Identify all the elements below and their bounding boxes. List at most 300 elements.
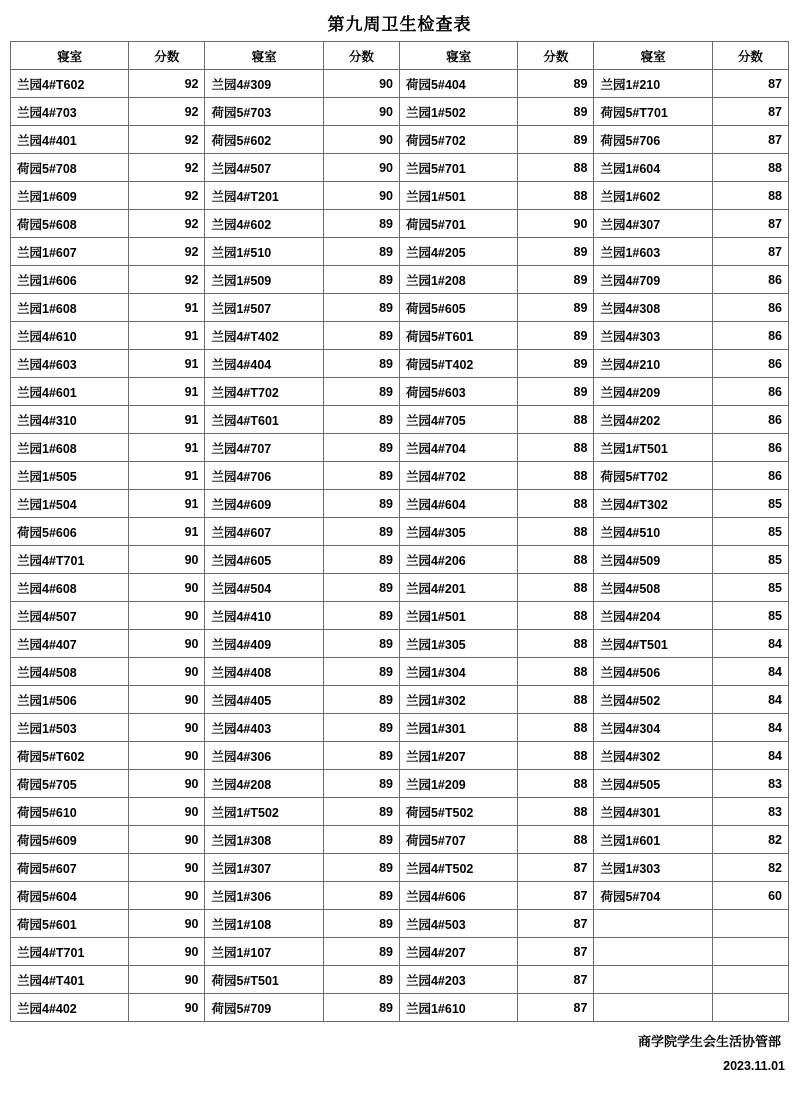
score-cell: 89 [323,406,399,434]
score-cell: 89 [323,658,399,686]
score-cell: 86 [712,294,788,322]
score-cell: 88 [518,434,594,462]
room-cell: 兰园1#604 [594,154,712,182]
column-header-score-1: 分数 [129,42,205,70]
room-cell: 荷园5#706 [594,126,712,154]
room-cell: 兰园1#610 [399,994,517,1022]
room-cell: 荷园5#604 [11,882,129,910]
score-cell: 89 [323,350,399,378]
room-cell: 兰园4#505 [594,770,712,798]
score-cell-empty [712,910,788,938]
room-cell: 兰园1#305 [399,630,517,658]
score-cell: 89 [518,126,594,154]
table-row [11,826,789,854]
room-cell: 兰园1#209 [399,770,517,798]
table-row [11,686,789,714]
room-cell: 兰园4#607 [205,518,323,546]
room-cell: 兰园1#507 [205,294,323,322]
room-cell: 兰园1#501 [399,602,517,630]
table-row [11,770,789,798]
score-cell: 90 [129,714,205,742]
room-cell: 兰园4#206 [399,546,517,574]
room-cell: 兰园4#408 [205,658,323,686]
table-row [11,434,789,462]
score-cell: 88 [518,602,594,630]
score-cell: 85 [712,546,788,574]
score-cell: 88 [518,714,594,742]
score-cell: 87 [712,98,788,126]
room-cell: 兰园1#108 [205,910,323,938]
room-cell: 荷园5#601 [11,910,129,938]
room-cell: 兰园4#403 [205,714,323,742]
room-cell: 兰园1#308 [205,826,323,854]
room-cell: 兰园4#207 [399,938,517,966]
room-cell: 兰园1#210 [594,70,712,98]
room-cell: 兰园4#302 [594,742,712,770]
score-cell: 90 [323,126,399,154]
column-header-room-4: 寝室 [594,42,712,70]
room-cell: 荷园5#605 [399,294,517,322]
room-cell: 兰园1#608 [11,294,129,322]
score-cell: 86 [712,406,788,434]
room-cell: 兰园4#209 [594,378,712,406]
hygiene-inspection-table [10,41,789,1022]
room-cell: 兰园4#705 [399,406,517,434]
score-cell: 86 [712,266,788,294]
room-cell: 兰园4#409 [205,630,323,658]
score-cell: 89 [323,210,399,238]
room-cell: 兰园4#605 [205,546,323,574]
table-row [11,98,789,126]
room-cell: 兰园4#T302 [594,490,712,518]
score-cell: 87 [518,854,594,882]
score-cell: 91 [129,294,205,322]
room-cell: 兰园4#308 [594,294,712,322]
footer-date: 2023.11.01 [723,1059,785,1073]
room-cell: 兰园4#T601 [205,406,323,434]
room-cell: 兰园1#504 [11,490,129,518]
score-cell: 89 [518,350,594,378]
score-cell: 89 [323,518,399,546]
room-cell: 荷园5#608 [11,210,129,238]
score-cell: 86 [712,322,788,350]
column-header-room-3: 寝室 [399,42,517,70]
score-cell: 84 [712,742,788,770]
room-cell: 兰园4#202 [594,406,712,434]
score-cell: 89 [323,322,399,350]
score-cell: 84 [712,630,788,658]
score-cell: 91 [129,406,205,434]
score-cell: 92 [129,98,205,126]
score-cell: 85 [712,518,788,546]
score-cell: 86 [712,350,788,378]
table-body [11,70,789,1022]
room-cell: 荷园5#606 [11,518,129,546]
table-row [11,238,789,266]
room-cell: 荷园5#709 [205,994,323,1022]
score-cell-empty [712,966,788,994]
score-cell: 89 [323,462,399,490]
room-cell: 兰园5#701 [399,154,517,182]
room-cell: 兰园1#506 [11,686,129,714]
score-cell: 89 [323,742,399,770]
score-cell: 87 [712,70,788,98]
table-row [11,126,789,154]
score-cell: 92 [129,126,205,154]
room-cell: 兰园4#407 [11,630,129,658]
score-cell: 84 [712,686,788,714]
room-cell: 兰园1#609 [11,182,129,210]
room-cell: 兰园4#508 [594,574,712,602]
room-cell: 兰园4#508 [11,658,129,686]
score-cell: 91 [129,518,205,546]
score-cell: 83 [712,770,788,798]
room-cell: 兰园1#307 [205,854,323,882]
room-cell: 兰园4#401 [11,126,129,154]
room-cell: 荷园5#701 [399,210,517,238]
score-cell: 89 [323,546,399,574]
room-cell: 兰园4#608 [11,574,129,602]
page-title: 第九周卫生检查表 [327,15,472,34]
room-cell: 兰园4#201 [399,574,517,602]
score-cell: 90 [323,98,399,126]
room-cell: 兰园4#702 [399,462,517,490]
score-cell: 90 [129,882,205,910]
room-cell: 兰园1#T502 [205,798,323,826]
score-cell: 88 [518,742,594,770]
score-cell: 90 [129,854,205,882]
score-cell: 86 [712,378,788,406]
room-cell: 兰园4#208 [205,770,323,798]
score-cell-empty [712,938,788,966]
score-cell: 88 [518,462,594,490]
column-header-room-1: 寝室 [11,42,129,70]
score-cell: 89 [323,910,399,938]
room-cell: 荷园5#702 [399,126,517,154]
score-cell: 84 [712,658,788,686]
table-row [11,910,789,938]
score-cell: 90 [129,630,205,658]
score-cell: 89 [323,490,399,518]
room-cell-empty [594,910,712,938]
score-cell: 92 [129,182,205,210]
column-header-room-2: 寝室 [205,42,323,70]
score-cell: 89 [323,238,399,266]
score-cell: 88 [518,182,594,210]
score-cell: 90 [129,994,205,1022]
room-cell: 兰园4#405 [205,686,323,714]
room-cell: 荷园5#609 [11,826,129,854]
score-cell: 88 [518,826,594,854]
table-row [11,658,789,686]
score-cell: 89 [323,602,399,630]
room-cell: 兰园1#207 [399,742,517,770]
score-cell: 90 [129,798,205,826]
footer-organization: 商学院学生会生活协管部 [637,1034,781,1049]
score-cell: 89 [323,770,399,798]
room-cell: 兰园4#502 [594,686,712,714]
score-cell: 88 [518,154,594,182]
room-cell: 兰园4#704 [399,434,517,462]
room-cell: 兰园4#307 [594,210,712,238]
room-cell: 荷园5#610 [11,798,129,826]
table-row [11,994,789,1022]
room-cell: 兰园4#T201 [205,182,323,210]
table-row [11,266,789,294]
room-cell: 兰园4#603 [11,350,129,378]
table-row [11,938,789,966]
room-cell: 兰园4#402 [11,994,129,1022]
table-row [11,798,789,826]
room-cell: 兰园4#606 [399,882,517,910]
score-cell: 88 [518,406,594,434]
score-cell: 89 [518,294,594,322]
score-cell: 90 [518,210,594,238]
room-cell: 兰园1#505 [11,462,129,490]
room-cell: 兰园4#506 [594,658,712,686]
score-cell: 90 [129,966,205,994]
score-cell: 89 [518,266,594,294]
room-cell: 兰园4#509 [594,546,712,574]
score-cell: 89 [323,630,399,658]
room-cell: 兰园4#309 [205,70,323,98]
score-cell: 84 [712,714,788,742]
room-cell: 兰园4#205 [399,238,517,266]
room-cell: 荷园5#703 [205,98,323,126]
score-cell: 87 [518,910,594,938]
score-cell: 88 [518,798,594,826]
room-cell: 荷园5#705 [11,770,129,798]
room-cell: 兰园1#306 [205,882,323,910]
room-cell: 兰园1#302 [399,686,517,714]
room-cell: 兰园4#706 [205,462,323,490]
room-cell: 兰园4#602 [205,210,323,238]
room-cell: 兰园1#503 [11,714,129,742]
score-cell: 89 [323,854,399,882]
table-row [11,714,789,742]
score-cell: 88 [518,630,594,658]
room-cell: 荷园5#704 [594,882,712,910]
room-cell: 荷园5#T602 [11,742,129,770]
table-row [11,574,789,602]
room-cell: 兰园1#602 [594,182,712,210]
score-cell: 89 [323,966,399,994]
column-header-score-4: 分数 [712,42,788,70]
score-cell: 83 [712,798,788,826]
room-cell: 兰园4#T602 [11,70,129,98]
score-cell-empty [712,994,788,1022]
room-cell: 兰园1#509 [205,266,323,294]
room-cell: 兰园1#303 [594,854,712,882]
room-cell: 兰园4#T701 [11,546,129,574]
room-cell: 兰园4#305 [399,518,517,546]
room-cell: 荷园5#T502 [399,798,517,826]
score-cell: 89 [323,686,399,714]
table-row [11,210,789,238]
room-cell: 兰园4#601 [11,378,129,406]
table-row [11,350,789,378]
score-cell: 88 [518,770,594,798]
score-cell: 89 [518,98,594,126]
room-cell: 兰园4#310 [11,406,129,434]
score-cell: 87 [518,994,594,1022]
score-cell: 89 [323,378,399,406]
table-row [11,294,789,322]
room-cell: 兰园1#301 [399,714,517,742]
score-cell: 90 [129,658,205,686]
score-cell: 85 [712,490,788,518]
room-cell: 兰园1#304 [399,658,517,686]
table-row [11,322,789,350]
room-cell: 兰园4#609 [205,490,323,518]
score-cell: 89 [518,322,594,350]
table-row [11,378,789,406]
score-cell: 90 [129,546,205,574]
score-cell: 82 [712,854,788,882]
room-cell: 兰园1#606 [11,266,129,294]
table-row [11,966,789,994]
room-cell: 兰园4#306 [205,742,323,770]
room-cell: 兰园1#T501 [594,434,712,462]
room-cell: 荷园5#607 [11,854,129,882]
room-cell: 兰园1#608 [11,434,129,462]
score-cell: 87 [518,966,594,994]
room-cell-empty [594,966,712,994]
score-cell: 88 [518,658,594,686]
score-cell: 85 [712,602,788,630]
score-cell: 90 [129,574,205,602]
score-cell: 87 [518,938,594,966]
room-cell: 荷园5#404 [399,70,517,98]
score-cell: 89 [323,714,399,742]
room-cell: 兰园1#601 [594,826,712,854]
room-cell: 兰园4#T702 [205,378,323,406]
room-cell: 兰园4#404 [205,350,323,378]
room-cell: 兰园4#T401 [11,966,129,994]
score-cell: 87 [712,238,788,266]
score-cell: 91 [129,462,205,490]
score-cell: 88 [518,574,594,602]
column-header-score-3: 分数 [518,42,594,70]
room-cell: 兰园4#507 [11,602,129,630]
score-cell: 88 [712,182,788,210]
score-cell: 91 [129,434,205,462]
score-cell: 88 [712,154,788,182]
room-cell: 荷园5#T402 [399,350,517,378]
room-cell: 荷园5#603 [399,378,517,406]
score-cell: 87 [518,882,594,910]
table-row [11,70,789,98]
score-cell: 91 [129,322,205,350]
score-cell: 92 [129,70,205,98]
room-cell: 兰园4#604 [399,490,517,518]
score-cell: 91 [129,350,205,378]
score-cell: 91 [129,378,205,406]
room-cell: 荷园5#T601 [399,322,517,350]
score-cell: 90 [323,154,399,182]
room-cell: 兰园1#501 [399,182,517,210]
score-cell: 90 [323,70,399,98]
score-cell: 88 [518,686,594,714]
score-cell: 90 [129,602,205,630]
score-cell: 86 [712,462,788,490]
table-row [11,154,789,182]
table-row [11,406,789,434]
room-cell: 兰园4#510 [594,518,712,546]
score-cell: 88 [518,518,594,546]
table-row [11,546,789,574]
room-cell: 兰园4#T501 [594,630,712,658]
table-row [11,742,789,770]
room-cell: 兰园1#510 [205,238,323,266]
room-cell: 兰园4#707 [205,434,323,462]
score-cell: 89 [323,574,399,602]
table-row [11,854,789,882]
room-cell: 兰园4#303 [594,322,712,350]
table-row [11,630,789,658]
room-cell: 兰园4#610 [11,322,129,350]
score-cell: 92 [129,154,205,182]
room-cell: 兰园4#507 [205,154,323,182]
table-row [11,462,789,490]
room-cell: 荷园5#T501 [205,966,323,994]
score-cell: 90 [129,770,205,798]
score-cell: 92 [129,210,205,238]
score-cell: 90 [129,742,205,770]
table-header [11,42,789,70]
room-cell: 兰园1#603 [594,238,712,266]
score-cell: 89 [323,434,399,462]
room-cell-empty [594,994,712,1022]
table-row [11,518,789,546]
score-cell: 88 [518,546,594,574]
score-cell: 87 [712,210,788,238]
table-row [11,882,789,910]
score-cell: 87 [712,126,788,154]
table-row [11,182,789,210]
room-cell: 兰园4#203 [399,966,517,994]
room-cell: 兰园4#703 [11,98,129,126]
table-row [11,602,789,630]
room-cell: 兰园4#T701 [11,938,129,966]
room-cell: 兰园4#709 [594,266,712,294]
room-cell: 兰园1#502 [399,98,517,126]
score-cell: 89 [518,238,594,266]
column-header-score-2: 分数 [323,42,399,70]
room-cell: 兰园1#208 [399,266,517,294]
room-cell: 荷园5#T702 [594,462,712,490]
room-cell: 兰园4#T502 [399,854,517,882]
score-cell: 85 [712,574,788,602]
score-cell: 82 [712,826,788,854]
score-cell: 91 [129,490,205,518]
score-cell: 92 [129,266,205,294]
room-cell: 荷园5#708 [11,154,129,182]
score-cell: 88 [518,490,594,518]
room-cell: 荷园5#T701 [594,98,712,126]
score-cell: 89 [323,798,399,826]
room-cell: 兰园4#204 [594,602,712,630]
score-cell: 92 [129,238,205,266]
room-cell: 兰园4#210 [594,350,712,378]
room-cell: 荷园5#602 [205,126,323,154]
score-cell: 89 [323,266,399,294]
score-cell: 90 [323,182,399,210]
room-cell: 兰园4#503 [399,910,517,938]
score-cell: 90 [129,938,205,966]
score-cell: 86 [712,434,788,462]
room-cell: 兰园4#T402 [205,322,323,350]
